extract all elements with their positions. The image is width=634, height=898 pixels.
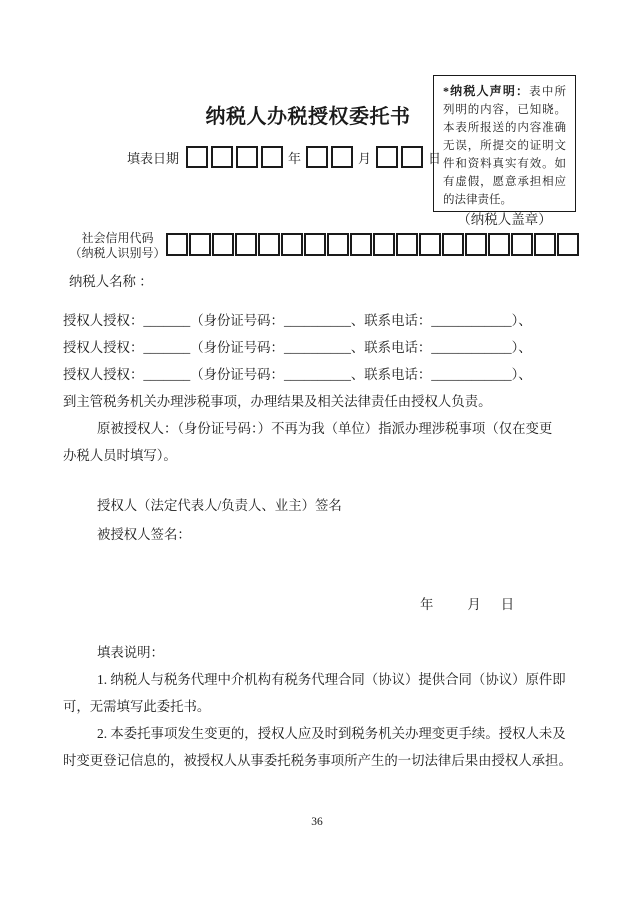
day-digit-box <box>401 146 423 168</box>
month-digit-box <box>331 146 353 168</box>
credit-code-label <box>69 231 166 261</box>
credit-code-digit-box <box>235 233 257 256</box>
month-digit-box <box>306 146 328 168</box>
year-digit-box <box>211 146 233 168</box>
agent-signature-label: 被授权人签名： <box>97 527 191 542</box>
authorizer-line-3: 授权人授权：_______（身份证号码：__________、联系电话：____________）、 <box>63 367 532 382</box>
revocation-line-2: 办税人员时填写）。 <box>63 448 177 463</box>
year-boxes <box>186 146 283 168</box>
credit-code-digit-box <box>304 233 326 256</box>
instructions-heading: 填表说明： <box>97 645 164 660</box>
day-digit-box <box>376 146 398 168</box>
taxpayer-declaration-box <box>433 75 576 227</box>
credit-code-digit-box <box>419 233 441 256</box>
credit-code-boxes <box>166 233 580 256</box>
page-number: 36 <box>311 816 323 828</box>
day-boxes <box>376 146 423 168</box>
principal-signature-label: 授权人（法定代表人/负责人、业主）签名 <box>97 498 342 513</box>
instruction-2-line-2: 时变更登记信息的，被授权人从事委托税务事项所产生的一切法律后果由授权人承担。 <box>63 753 572 768</box>
instruction-1-line-1: 1. 纳税人与税务代理中介机构有税务代理合同（协议）提供合同（协议）原件即 <box>97 672 566 687</box>
signature-date-line <box>420 595 514 615</box>
signature-block <box>63 491 575 549</box>
fill-date-label: 填表日期 <box>127 150 180 166</box>
month-unit-label: 月 <box>358 150 372 166</box>
credit-code-digit-box <box>258 233 280 256</box>
authorization-purpose: 到主管税务机关办理涉税事项，办理结果及相关法律责任由授权人负责。 <box>63 394 492 409</box>
authorization-block <box>63 307 575 469</box>
credit-code-label-line1: 社会信用代码 <box>81 231 154 245</box>
credit-code-digit-box <box>534 233 556 256</box>
sign-day-label: 日 <box>500 597 515 612</box>
credit-code-digit-box <box>212 233 234 256</box>
taxpayer-name-label: 纳税人名称 ： <box>69 274 153 289</box>
page-title: 纳税人办税授权委托书 <box>205 106 411 128</box>
year-digit-box <box>236 146 258 168</box>
month-boxes <box>306 146 353 168</box>
credit-code-digit-box <box>442 233 464 256</box>
fill-date-row <box>127 145 446 169</box>
declaration-body: 表中所列明的内容，已知晓。本表所报送的内容准确无误，所提交的证明文件和资料真实有效。如有虚假，愿意承担相应的法律责任。 <box>443 86 566 206</box>
credit-code-digit-box <box>189 233 211 256</box>
declaration-text <box>443 82 566 209</box>
year-digit-box <box>186 146 208 168</box>
credit-code-digit-box <box>281 233 303 256</box>
year-unit-label: 年 <box>288 150 302 166</box>
year-digit-box <box>261 146 283 168</box>
credit-code-digit-box <box>488 233 510 256</box>
credit-code-digit-box <box>373 233 395 256</box>
authorizer-line-1: 授权人授权：_______（身份证号码：__________、联系电话：____________）、 <box>63 313 532 328</box>
revocation-line-1: 原被授权人：（身份证号码：）不再为我（单位）指派办理涉税事项（仅在变更 <box>97 421 553 436</box>
credit-code-label-line2: （纳税人识别号） <box>69 246 166 260</box>
instruction-2-line-1: 2. 本委托事项发生变更的，授权人应及时到税务机关办理变更手续。授权人未及 <box>97 726 566 741</box>
sign-year-label: 年 <box>420 597 434 612</box>
sign-month-label: 月 <box>467 597 481 612</box>
credit-code-digit-box <box>396 233 418 256</box>
credit-code-digit-box <box>557 233 579 256</box>
declaration-label: *纳税人声明： <box>443 84 530 98</box>
form-instructions <box>63 639 575 774</box>
taxpayer-seal-label: （纳税人盖章） <box>457 212 552 227</box>
credit-code-digit-box <box>327 233 349 256</box>
day-unit-label: 日 <box>428 150 442 166</box>
credit-code-digit-box <box>511 233 533 256</box>
credit-code-digit-box <box>465 233 487 256</box>
credit-code-digit-box <box>350 233 372 256</box>
authorizer-line-2: 授权人授权：_______（身份证号码：__________、联系电话：____________）、 <box>63 340 532 355</box>
instruction-1-line-2: 可，无需填写此委托书。 <box>63 699 211 714</box>
credit-code-digit-box <box>166 233 188 256</box>
